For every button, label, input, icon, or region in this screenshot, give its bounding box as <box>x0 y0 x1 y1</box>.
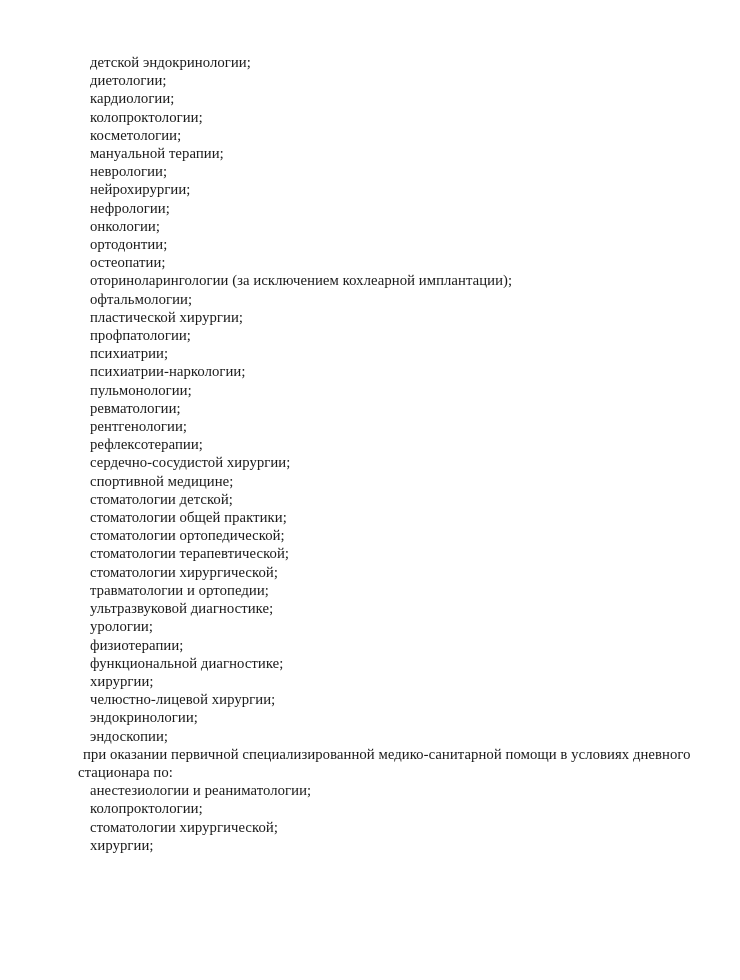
specialty-list-item: оториноларингологии (за исключением кохлеарной имплантации); <box>90 273 513 290</box>
specialty-list-item: ультразвуковой диагностике; <box>90 601 274 618</box>
specialty-list-item: психиатрии; <box>90 346 169 363</box>
specialty-list-item: колопроктологии; <box>90 109 203 126</box>
specialty-list-item: рентгенологии; <box>90 419 188 436</box>
specialty-list-item: стоматологии детской; <box>90 491 233 508</box>
specialty-list-item: анестезиологии и реаниматологии; <box>90 783 312 800</box>
specialty-list-item: пульмонологии; <box>90 382 192 399</box>
specialty-list-item: травматологии и ортопедии; <box>90 582 269 599</box>
specialty-list-item: ревматологии; <box>90 400 181 417</box>
specialty-list-item: рефлексотерапии; <box>90 437 203 454</box>
specialty-list-item: хирургии; <box>90 673 154 690</box>
specialty-list-item: физиотерапии; <box>90 637 184 654</box>
specialty-list-item: стоматологии ортопедической; <box>90 528 285 545</box>
specialty-list-item: мануальной терапии; <box>90 146 224 163</box>
specialty-list-item: диетологии; <box>90 73 167 90</box>
specialty-list-item: функциональной диагностике; <box>90 655 284 672</box>
specialty-list-item: стоматологии хирургической; <box>90 564 278 581</box>
specialty-list-item: пластической хирургии; <box>90 309 244 326</box>
specialty-list-item: кардиологии; <box>90 91 175 108</box>
document-text-body <box>30 54 710 855</box>
specialty-list-item: нейрохирургии; <box>90 182 191 199</box>
specialty-list-item: хирургии; <box>90 837 154 854</box>
specialty-list-item: неврологии; <box>90 164 168 181</box>
specialty-list-item: стоматологии общей практики; <box>90 510 287 527</box>
specialty-list-item: эндоскопии; <box>90 728 169 745</box>
specialty-list-item: сердечно-сосудистой хирургии; <box>90 455 291 472</box>
specialty-list-item: стоматологии терапевтической; <box>90 546 290 563</box>
specialty-list-item: ортодонтии; <box>90 237 168 254</box>
specialty-list-item: остеопатии; <box>90 255 166 272</box>
specialty-list-item: эндокринологии; <box>90 710 198 727</box>
specialty-list-item: психиатрии-наркологии; <box>90 364 246 381</box>
specialty-list-item: урологии; <box>90 619 153 636</box>
specialty-list-item: стоматологии хирургической; <box>90 819 278 836</box>
specialty-list-item: нефрологии; <box>90 200 170 217</box>
specialty-list-item: детской эндокринологии; <box>90 55 251 71</box>
specialty-list-item: челюстно-лицевой хирургии; <box>90 692 276 709</box>
specialty-list-item: спортивной медицине; <box>90 473 234 490</box>
body-paragraph: при оказании первичной специализированной медико-санитарной помощи в условиях дневного стационара по: <box>78 746 691 781</box>
specialty-list-item: профпатологии; <box>90 328 191 345</box>
specialty-list-item: онкологии; <box>90 218 160 235</box>
specialty-list-item: косметологии; <box>90 127 182 144</box>
specialty-list-item: офтальмологии; <box>90 291 193 308</box>
specialty-list-item: колопроктологии; <box>90 801 203 818</box>
